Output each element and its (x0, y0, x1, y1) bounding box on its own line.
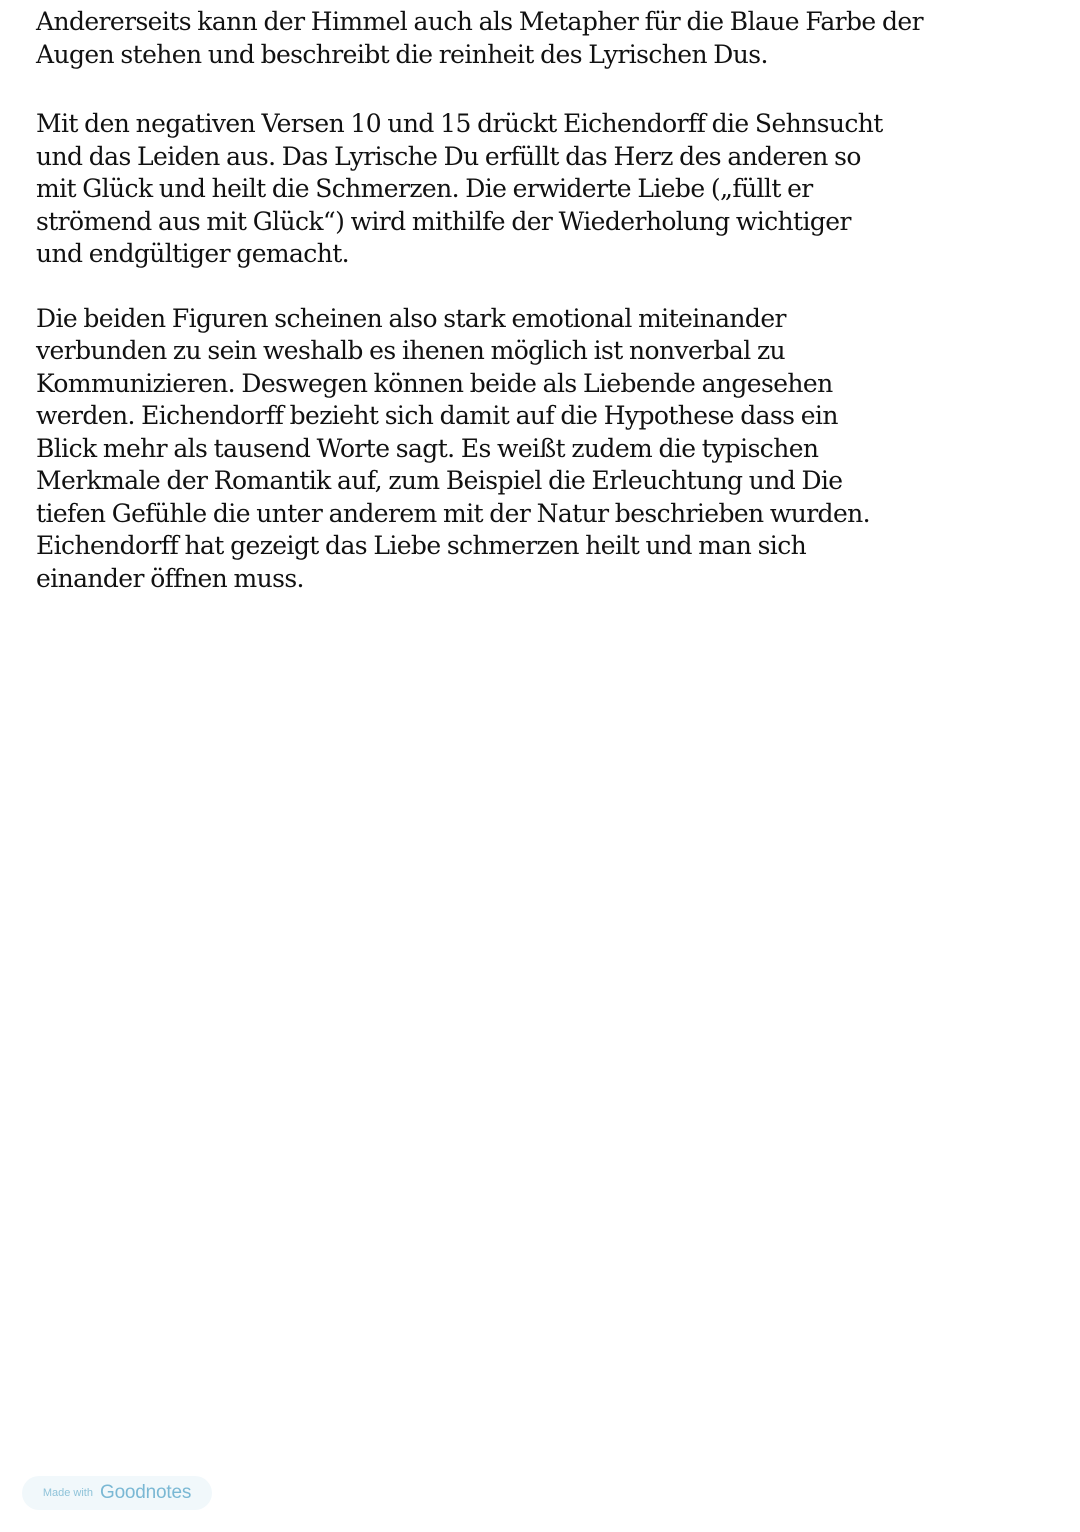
document-body (36, 6, 1046, 595)
paragraph-3: Die beiden Figuren scheinen also stark emotional miteinander verbunden zu sein weshalb es ihenen möglich ist nonverbal zu Kommunizieren. Deswegen können beide als Liebende angesehen werden. Eichendorff bezieht sich damit auf die Hypothese dass ein Blick mehr als tausend Worte sagt. Es weißt zudem die typischen Merkmale der Romantik auf, zum Beispiel die Erleuchtung und Die tiefen Gefühle die unter anderem mit der Natur beschrieben wurden. Eichendorff hat gezeigt das Liebe schmerzen heilt und man sich einander öffnen muss. (36, 303, 871, 593)
watermark-brand: Goodnotes (99, 1482, 192, 1503)
watermark-prefix: Made with (42, 1487, 93, 1499)
paragraph-2: Mit den negativen Versen 10 und 15 drückt Eichendorff die Sehnsucht und das Leiden aus. Das Lyrische Du erfüllt das Herz des anderen so mit Glück und heilt die Schmerzen. Die erwiderte Liebe („füllt er strömend aus mit Glück“) wird mithilfe der Wiederholung wichtiger und endgültiger gemacht. (36, 109, 883, 268)
paragraph-1: Andererseits kann der Himmel auch als Metapher für die Blaue Farbe der Augen stehen und beschreibt die reinheit des Lyrischen Dus. (36, 7, 923, 69)
goodnotes-watermark[interactable] (22, 1476, 212, 1510)
